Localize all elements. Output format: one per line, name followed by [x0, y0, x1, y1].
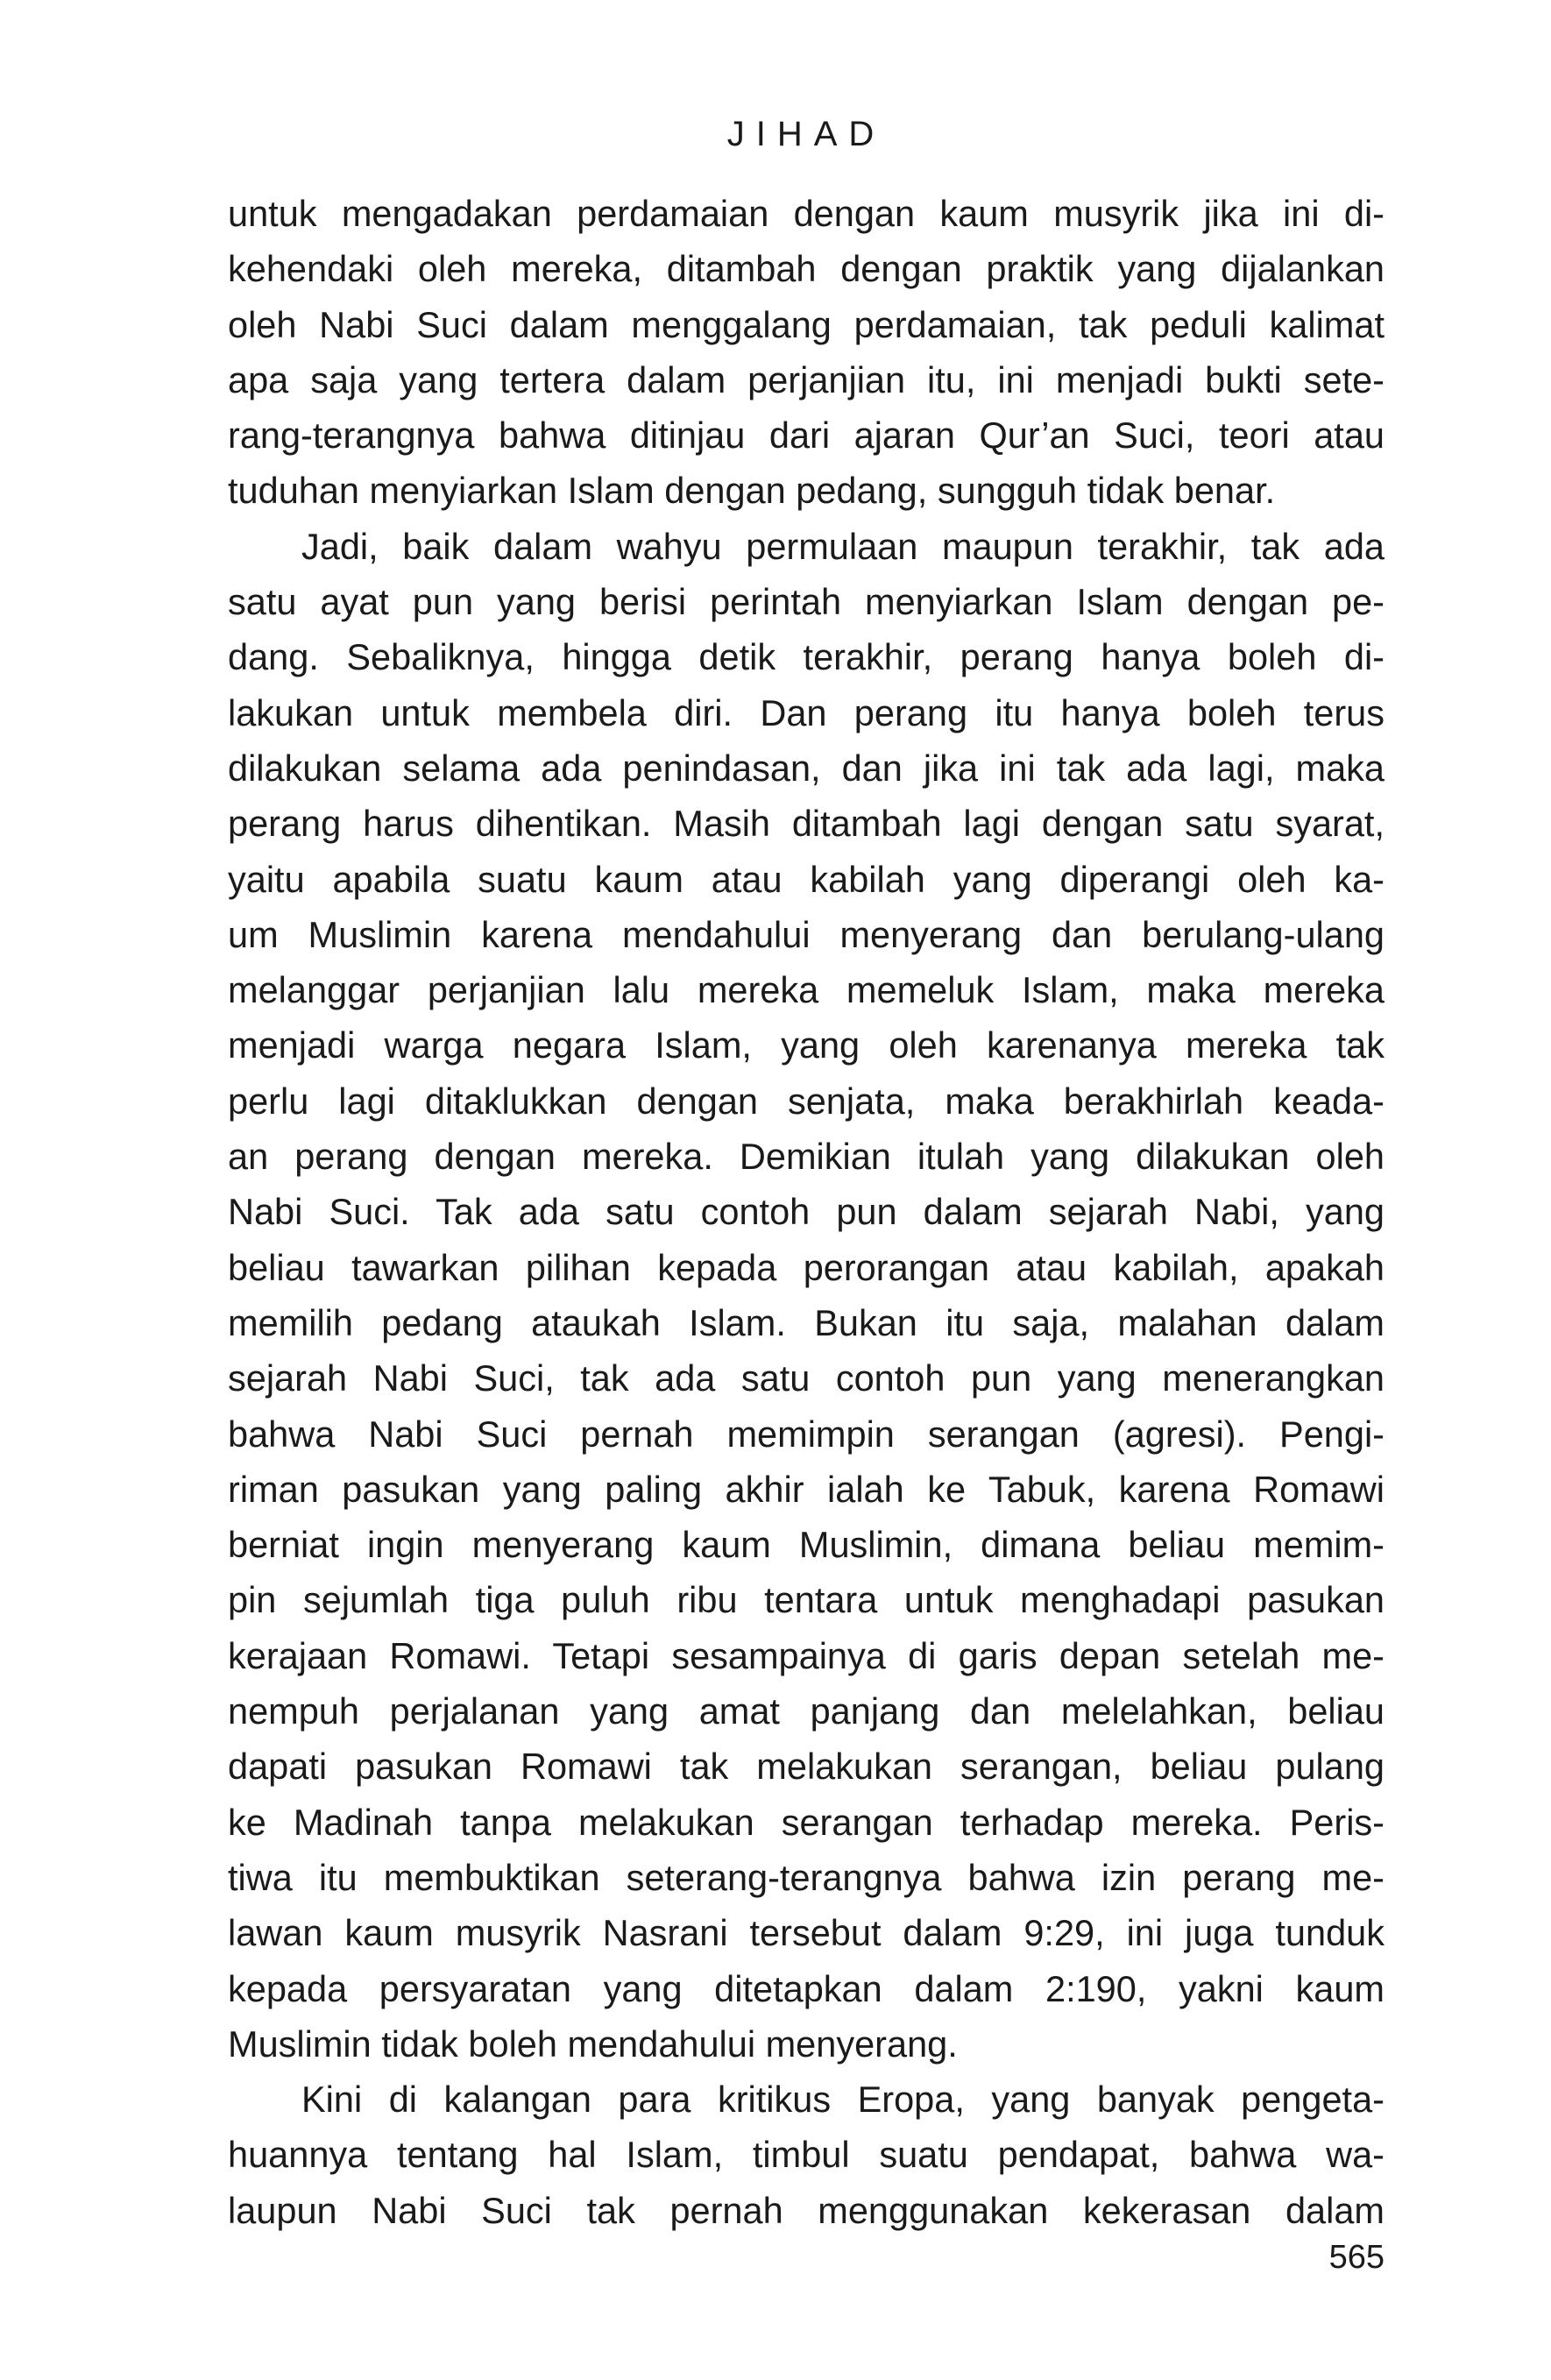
text-line: oleh Nabi Suci dalam menggalang perdamaian, tak peduli kalimat: [228, 303, 1385, 345]
text-line: sejarah Nabi Suci, tak ada satu contoh pun yang menerangkan: [228, 1357, 1385, 1399]
text-line: rang-terangnya bahwa ditinjau dari ajaran Qur’an Suci, teori atau: [228, 414, 1385, 457]
text-line: laupun Nabi Suci tak pernah menggunakan kekerasan dalam: [228, 2189, 1385, 2231]
body-text: [228, 186, 1385, 2238]
text-line: melanggar perjanjian lalu mereka memeluk Islam, maka mereka: [228, 969, 1385, 1011]
text-line: dapati pasukan Romawi tak melakukan serangan, beliau pulang: [228, 1746, 1385, 1788]
page-number: 565: [1328, 2239, 1385, 2276]
text-line: ke Madinah tanpa melakukan serangan terhadap mereka. Peris-: [228, 1801, 1385, 1843]
text-line: tiwa itu membuktikan seterang-terangnya bahwa izin perang me-: [228, 1856, 1385, 1898]
text-line: kerajaan Romawi. Tetapi sesampainya di garis depan setelah me-: [228, 1634, 1385, 1676]
text-line: Jadi, baik dalam wahyu permulaan maupun terakhir, tak ada: [301, 525, 1385, 567]
paragraph: [228, 519, 1385, 2072]
paragraph: [228, 2072, 1385, 2238]
text-line: apa saja yang tertera dalam perjanjian itu, ini menjadi bukti sete-: [228, 358, 1385, 400]
text-line: untuk mengadakan perdamaian dengan kaum musyrik jika ini di-: [228, 193, 1385, 234]
text-line: menjadi warga negara Islam, yang oleh karenanya mereka tak: [228, 1024, 1385, 1066]
running-title: JIHAD: [726, 115, 886, 153]
text-line: yaitu apabila suatu kaum atau kabilah yang diperangi oleh ka-: [228, 858, 1385, 900]
text-line: nempuh perjalanan yang amat panjang dan melelahkan, beliau: [228, 1690, 1385, 1732]
text-line: Kini di kalangan para kritikus Eropa, yang banyak pengeta-: [301, 2079, 1385, 2121]
text-line: lawan kaum musyrik Nasrani tersebut dalam 9:29, ini juga tunduk: [228, 1912, 1385, 1954]
text-line: memilih pedang ataukah Islam. Bukan itu saja, malahan dalam: [228, 1301, 1385, 1343]
text-line: dang. Sebaliknya, hingga detik terakhir, perang hanya boleh di-: [228, 636, 1385, 678]
text-line: an perang dengan mereka. Demikian itulah yang dilakukan oleh: [228, 1136, 1385, 1178]
text-line: um Muslimin karena mendahului menyerang dan berulang-ulang: [228, 913, 1385, 955]
text-line: huannya tentang hal Islam, timbul suatu pendapat, bahwa wa-: [228, 2134, 1385, 2176]
text-line: beliau tawarkan pilihan kepada perorangan atau kabilah, apakah: [228, 1246, 1385, 1288]
text-line: tuduhan menyiarkan Islam dengan pedang, sungguh tidak benar.: [228, 470, 1276, 512]
text-line: dilakukan selama ada penindasan, dan jika ini tak ada lagi, maka: [228, 747, 1385, 789]
text-line: perlu lagi ditaklukkan dengan senjata, maka berakhirlah keada-: [228, 1080, 1385, 1122]
text-line: bahwa Nabi Suci pernah memimpin serangan (agresi). Pengi-: [228, 1413, 1385, 1455]
text-line: berniat ingin menyerang kaum Muslimin, dimana beliau memim-: [228, 1524, 1385, 1566]
text-line: kepada persyaratan yang ditetapkan dalam 2:190, yakni kaum: [228, 1967, 1385, 2009]
text-line: satu ayat pun yang berisi perintah menyiarkan Islam dengan pe-: [228, 581, 1385, 623]
text-line: lakukan untuk membela diri. Dan perang itu hanya boleh terus: [228, 691, 1385, 733]
text-line: pin sejumlah tiga puluh ribu tentara untuk menghadapi pasukan: [228, 1579, 1385, 1621]
text-line: riman pasukan yang paling akhir ialah ke Tabuk, karena Romawi: [228, 1468, 1385, 1510]
text-line: perang harus dihentikan. Masih ditambah lagi dengan satu syarat,: [228, 803, 1385, 845]
paragraph: [228, 186, 1385, 519]
text-line: Nabi Suci. Tak ada satu contoh pun dalam sejarah Nabi, yang: [228, 1191, 1385, 1233]
text-line: Muslimin tidak boleh mendahului menyerang.: [228, 2022, 958, 2065]
text-line: kehendaki oleh mereka, ditambah dengan praktik yang dijalankan: [228, 248, 1385, 290]
